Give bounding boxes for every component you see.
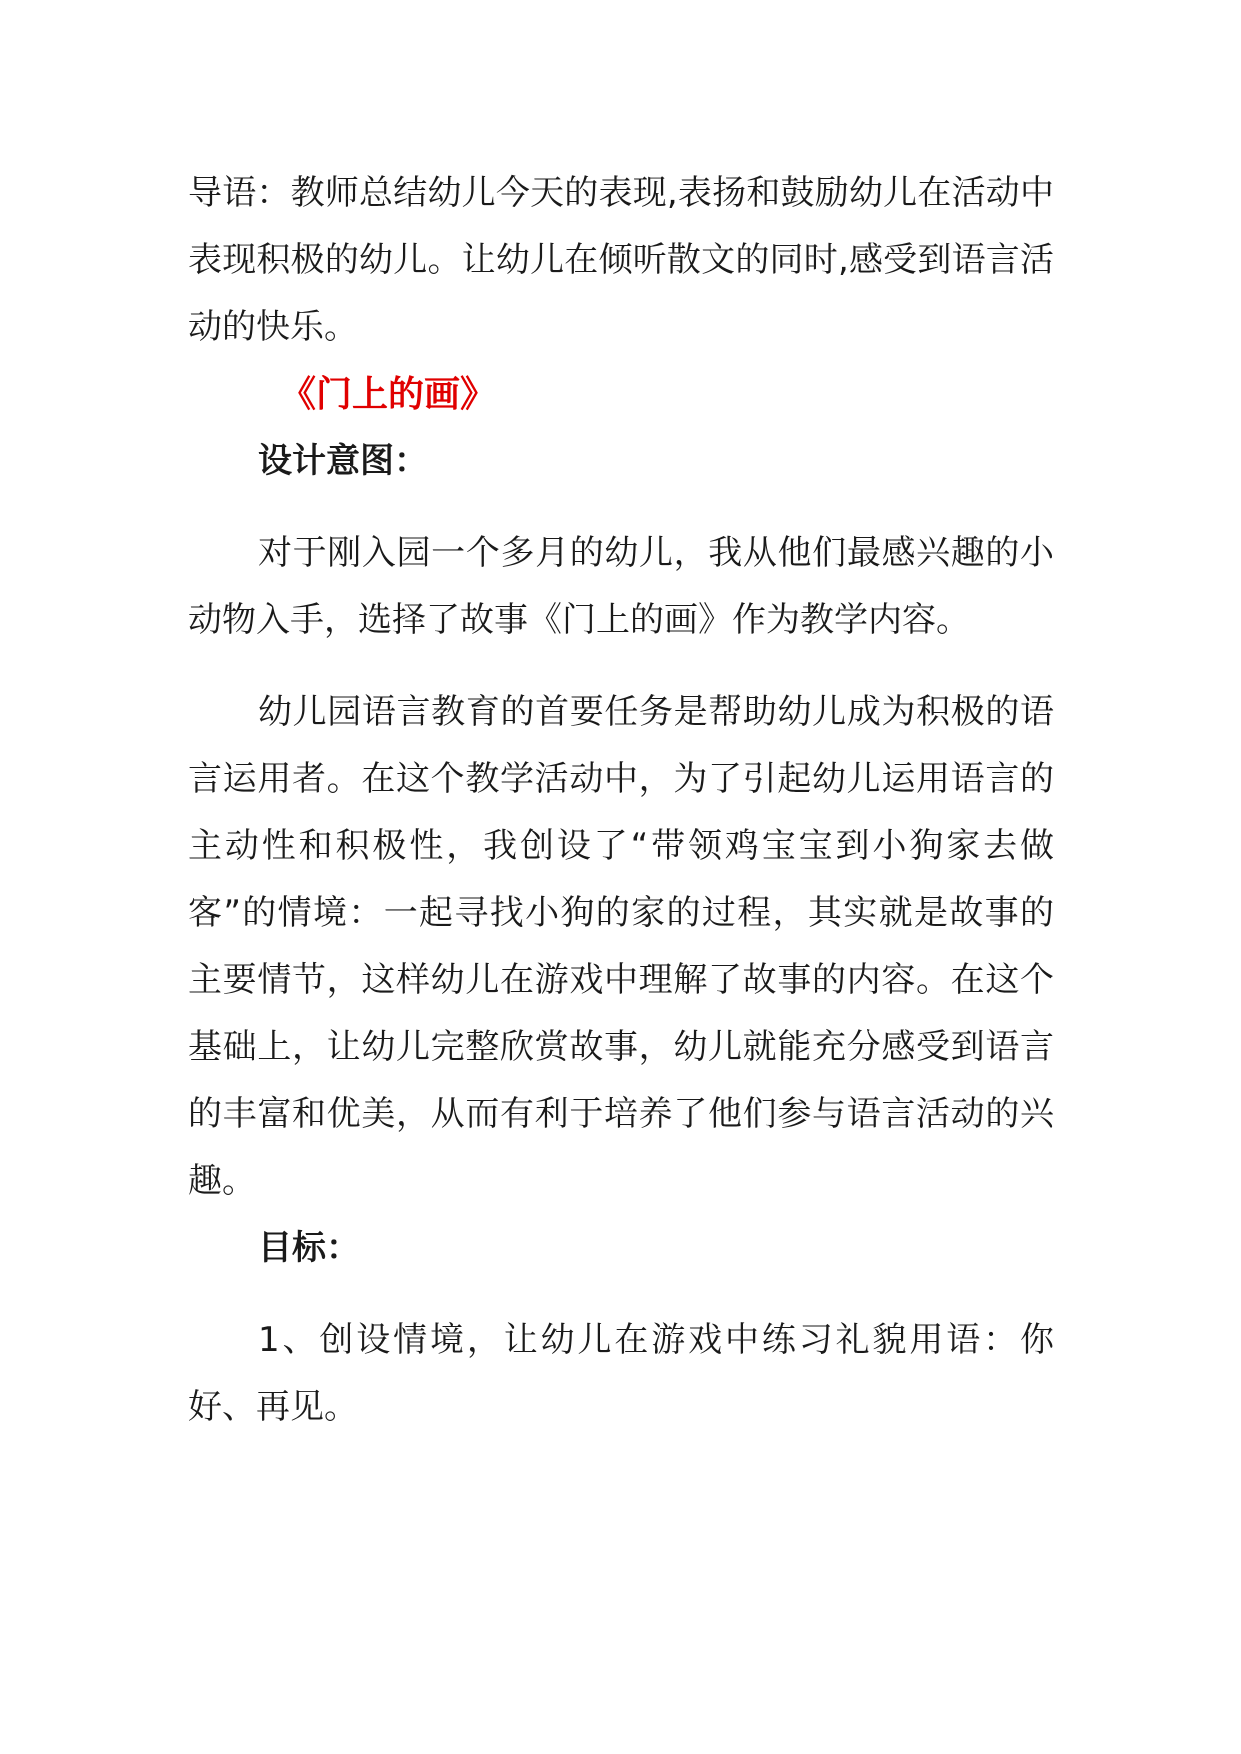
goals-heading: 目标： [258,1228,360,1268]
document-page [188,160,1054,1441]
design-paragraph-1: 对于刚入园一个多月的幼儿，我从他们最感兴趣的小动物入手，选择了故事《门上的画》作为教学内容。 [188,533,1054,640]
design-intent-heading: 设计意图： [258,441,428,481]
story-title: 《门上的画》 [280,374,497,415]
goal-item-1: 1、创设情境，让幼儿在游戏中练习礼貌用语：你好、再见。 [188,1320,1054,1427]
design-paragraph-2: 幼儿园语言教育的首要任务是帮助幼儿成为积极的语言运用者。在这个教学活动中，为了引起幼儿运用语言的主动性和积极性，我创设了“带领鸡宝宝到小狗家去做客”的情境：一起寻找小狗的家的过程，其实就是故事的主要情节，这样幼儿在游戏中理解了故事的内容。在这个基础上，让幼儿完整欣赏故事，幼儿就能充分感受到语言的丰富和优美，从而有利于培养了他们参与语言活动的兴趣。 [188,692,1054,1201]
intro-paragraph: 导语：教师总结幼儿今天的表现,表扬和鼓励幼儿在活动中表现积极的幼儿。让幼儿在倾听散文的同时,感受到语言活动的快乐。 [188,173,1054,347]
